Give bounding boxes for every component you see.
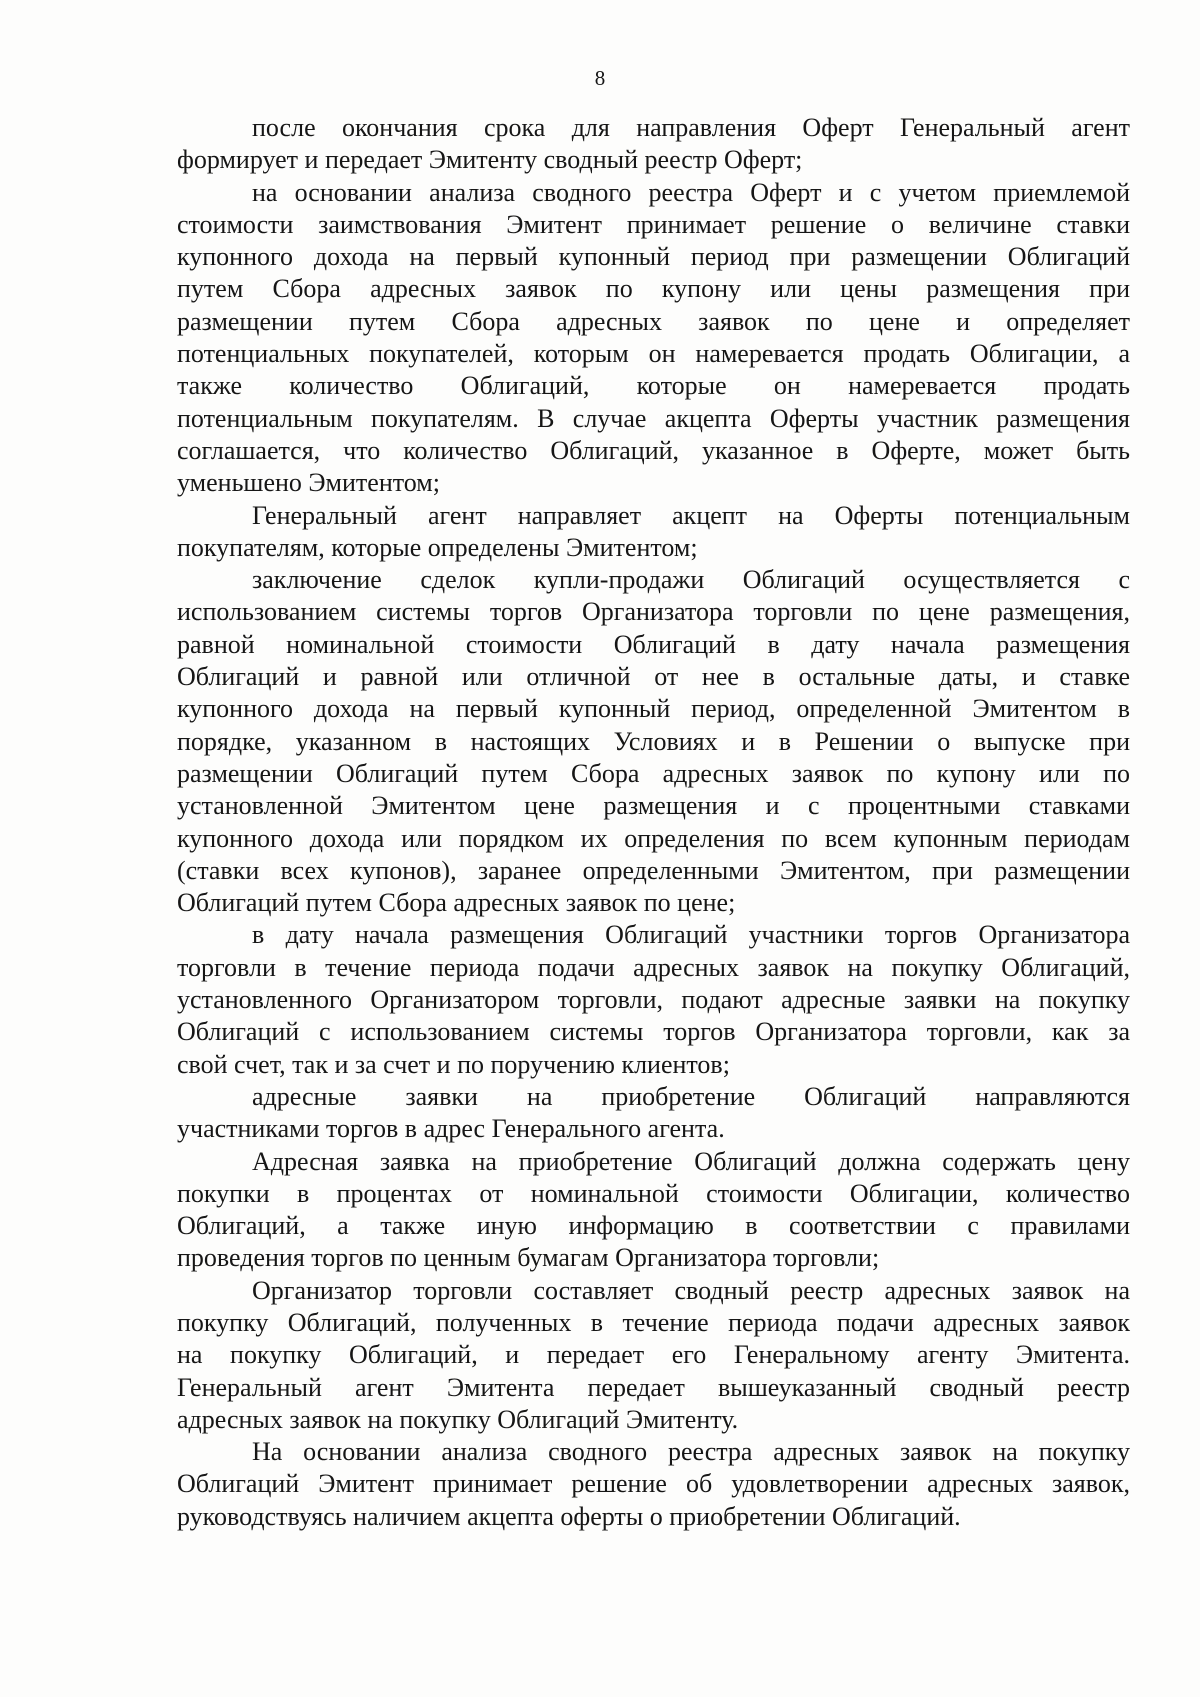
text-line: руководствуясь наличием акцепта оферты о приобретении Облигаций. [177, 1501, 961, 1531]
paragraph [177, 177, 1130, 500]
text-line: стоимости заимствования Эмитент принимает решение о величине ставки [177, 209, 1130, 239]
paragraph [177, 919, 1130, 1080]
text-line: купонного дохода на первый купонный период, определенной Эмитентом в [177, 694, 1130, 724]
text-line: купонного дохода на первый купонный период при размещении Облигаций [177, 242, 1130, 272]
text-line: размещении путем Сбора адресных заявок по цене и определяет [177, 306, 1130, 336]
text-line: заключение сделок купли-продажи Облигаций осуществляется с [252, 565, 1130, 595]
text-line: формирует и передает Эмитенту сводный реестр Оферт; [177, 145, 803, 175]
paragraph [177, 1275, 1130, 1436]
text-line: потенциальным покупателям. В случае акцепта Оферты участник размещения [177, 403, 1130, 433]
text-line: на основании анализа сводного реестра Оферт и с учетом приемлемой [252, 177, 1130, 207]
text-line: торговли в течение периода подачи адресных заявок на покупку Облигаций, [177, 952, 1130, 982]
text-line: Облигаций, а также иную информацию в соответствии с правилами [177, 1211, 1130, 1241]
text-line: Облигаций и равной или отличной от нее в остальные даты, и ставке [177, 662, 1130, 692]
document-body [177, 112, 1130, 1533]
text-line: участниками торгов в адрес Генерального агента. [177, 1114, 725, 1144]
text-line: установленной Эмитентом цене размещения и с процентными ставками [177, 791, 1130, 821]
text-line: на покупку Облигаций, и передает его Генеральному агенту Эмитента. [177, 1340, 1130, 1370]
text-line: уменьшено Эмитентом; [177, 468, 440, 498]
text-line: Организатор торговли составляет сводный реестр адресных заявок на [252, 1275, 1130, 1305]
paragraph [177, 564, 1130, 919]
text-line: покупателям, которые определены Эмитентом; [177, 532, 698, 562]
text-line: равной номинальной стоимости Облигаций в дату начала размещения [177, 629, 1130, 659]
text-line: На основании анализа сводного реестра адресных заявок на покупку [252, 1437, 1130, 1467]
paragraph [177, 112, 1130, 177]
paragraph [177, 500, 1130, 565]
text-line: после окончания срока для направления Оферт Генеральный агент [252, 113, 1130, 142]
text-line: Генеральный агент Эмитента передает вышеуказанный сводный реестр [177, 1372, 1130, 1402]
text-line: (ставки всех купонов), заранее определенными Эмитентом, при размещении [177, 855, 1130, 885]
text-line: Облигаций путем Сбора адресных заявок по цене; [177, 888, 736, 918]
text-line: свой счет, так и за счет и по поручению клиентов; [177, 1049, 730, 1079]
paragraph [177, 1146, 1130, 1275]
text-line: адресные заявки на приобретение Облигаций направляются [252, 1081, 1130, 1111]
text-line: также количество Облигаций, которые он намеревается продать [177, 371, 1130, 401]
text-line: установленного Организатором торговли, подают адресные заявки на покупку [177, 985, 1130, 1015]
text-line: адресных заявок на покупку Облигаций Эмитенту. [177, 1404, 739, 1434]
text-line: путем Сбора адресных заявок по купону или цены размещения при [177, 274, 1130, 304]
text-line: проведения торгов по ценным бумагам Организатора торговли; [177, 1243, 880, 1273]
text-line: размещении Облигаций путем Сбора адресных заявок по купону или по [177, 758, 1130, 788]
text-line: купонного дохода или порядком их определения по всем купонным периодам [177, 823, 1130, 853]
text-line: соглашается, что количество Облигаций, указанное в Оферте, может быть [177, 435, 1130, 465]
text-line: порядке, указанном в настоящих Условиях и в Решении о выпуске при [177, 726, 1130, 756]
text-line: Генеральный агент направляет акцепт на Оферты потенциальным [252, 500, 1130, 530]
text-line: использованием системы торгов Организатора торговли по цене размещения, [177, 597, 1130, 627]
text-line: Облигаций Эмитент принимает решение об удовлетворении адресных заявок, [177, 1469, 1130, 1499]
text-line: покупку Облигаций, полученных в течение периода подачи адресных заявок [177, 1307, 1130, 1337]
paragraph [177, 1081, 1130, 1146]
text-line: покупки в процентах от номинальной стоимости Облигации, количество [177, 1178, 1130, 1208]
text-line: в дату начала размещения Облигаций участники торгов Организатора [252, 920, 1130, 950]
paragraph [177, 1436, 1130, 1533]
text-line: потенциальных покупателей, которым он намеревается продать Облигации, а [177, 339, 1130, 369]
text-line: Облигаций с использованием системы торгов Организатора торговли, как за [177, 1017, 1130, 1047]
page-number: 8 [594, 66, 606, 90]
text-line: Адресная заявка на приобретение Облигаций должна содержать цену [252, 1146, 1130, 1176]
